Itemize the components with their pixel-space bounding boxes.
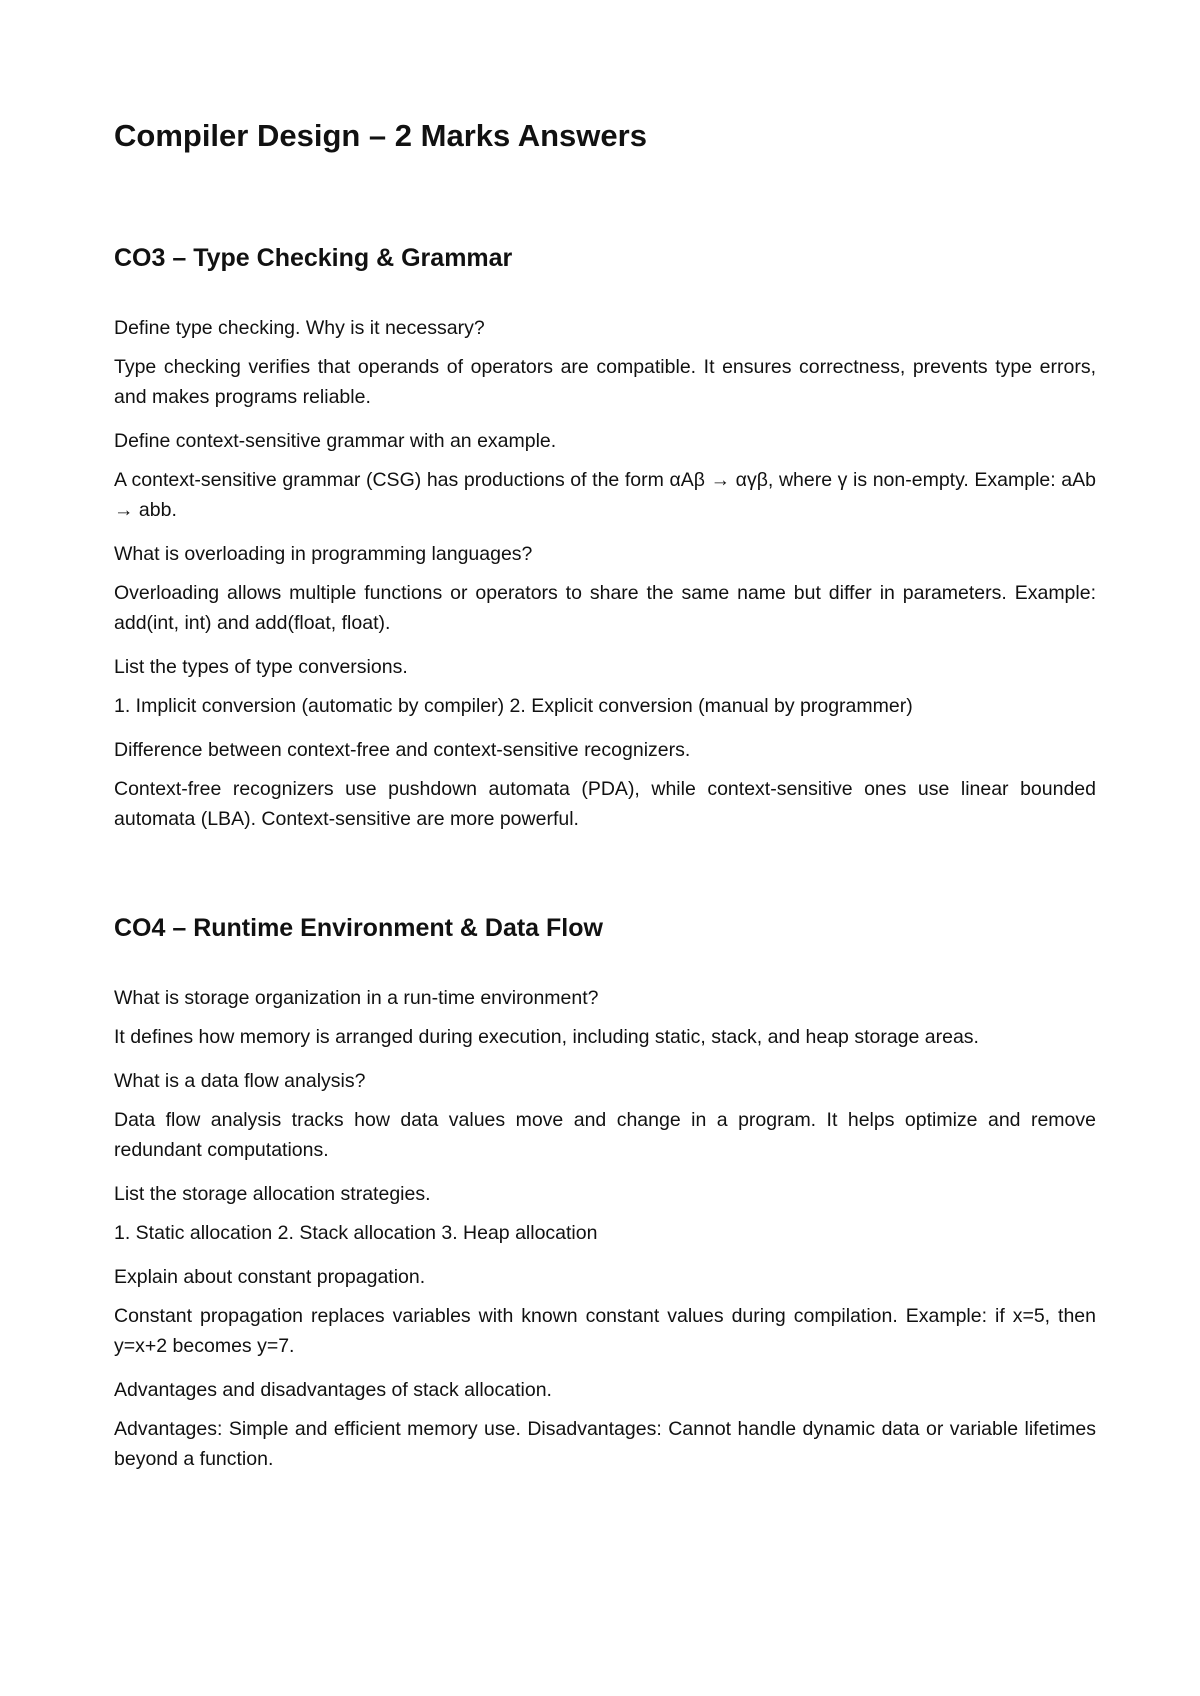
answer-text: Context-free recognizers use pushdown automata (PDA), while context-sensitive ones use linear bounded automata (LBA). Context-sensitive are more powerful. [114,778,1096,830]
question-text: Difference between context-free and context-sensitive recognizers. [114,739,691,761]
question-text: What is overloading in programming languages? [114,543,533,565]
section-co4-questions [114,983,1096,1488]
question-text: Define context-sensitive grammar with an example. [114,430,557,452]
qa-item [114,1066,1096,1165]
section-co3-questions [114,313,1096,848]
qa-item [114,735,1096,834]
qa-item [114,313,1096,412]
question-text: List the types of type conversions. [114,656,408,678]
answer-text: Constant propagation replaces variables with known constant values during compilation. Example: if x=5, then y=x+2 becomes y=7. [114,1305,1096,1357]
answer-text: 1. Static allocation 2. Stack allocation 3. Heap allocation [114,1222,598,1244]
question-text: Advantages and disadvantages of stack allocation. [114,1379,552,1401]
qa-item [114,983,1096,1052]
answer-text: Advantages: Simple and efficient memory use. Disadvantages: Cannot handle dynamic data or variable lifetimes beyond a function. [114,1418,1096,1470]
answer-text: Overloading allows multiple functions or operators to share the same name but differ in parameters. Example: add(int, int) and add(float, float). [114,582,1096,634]
question-text: Define type checking. Why is it necessary? [114,317,485,339]
section-heading-co4: CO4 – Runtime Environment & Data Flow [114,914,603,942]
question-text: What is storage organization in a run-time environment? [114,987,599,1009]
answer-text: Data flow analysis tracks how data values move and change in a program. It helps optimize and remove redundant computations. [114,1109,1096,1161]
qa-item [114,652,1096,721]
qa-item [114,539,1096,638]
qa-item [114,1262,1096,1361]
question-text: What is a data flow analysis? [114,1070,366,1092]
question-text: List the storage allocation strategies. [114,1183,431,1205]
section-heading-co3: CO3 – Type Checking & Grammar [114,244,513,272]
answer-text: A context-sensitive grammar (CSG) has productions of the form αAβ → αγβ, where γ is non-empty. Example: aAb → abb. [114,469,1096,521]
answer-text: It defines how memory is arranged during execution, including static, stack, and heap storage areas. [114,1026,979,1048]
answer-text: Type checking verifies that operands of operators are compatible. It ensures correctness, prevents type errors, and makes programs reliable. [114,356,1096,408]
qa-item [114,1375,1096,1474]
answer-text: 1. Implicit conversion (automatic by compiler) 2. Explicit conversion (manual by programmer) [114,695,913,717]
document-title: Compiler Design – 2 Marks Answers [114,118,647,153]
qa-item [114,426,1096,525]
qa-item [114,1179,1096,1248]
question-text: Explain about constant propagation. [114,1266,426,1288]
